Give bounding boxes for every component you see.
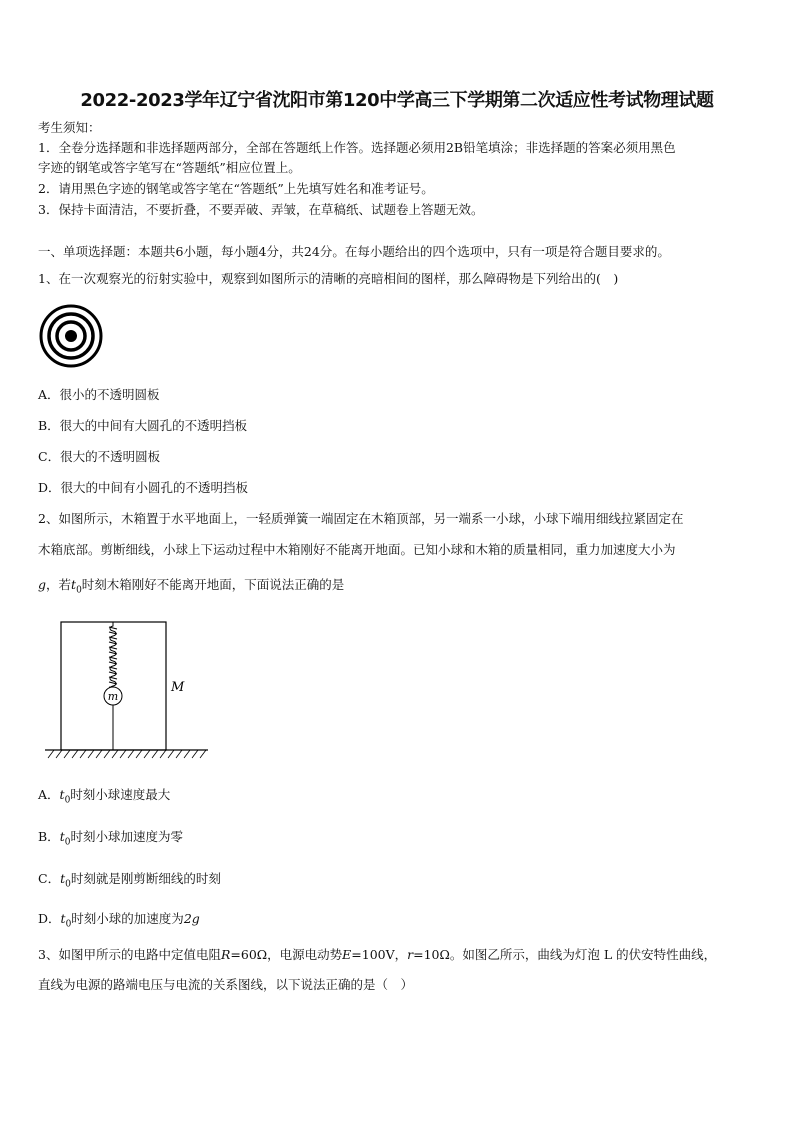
q2-stem-line3: g，若$t_0$时刻木箱刚好不能离开地面，下面说法正确的是 — [38, 577, 345, 596]
t0-symbol: t — [71, 577, 77, 592]
page-title: 2022-2023学年辽宁省沈阳市第120中学高三下学期第二次适应性考试物理试题 — [80, 90, 714, 111]
q2-option-b[interactable]: B．$t_0$时刻小球加速度为零 — [38, 829, 183, 848]
ground-hatching — [48, 750, 206, 758]
q3-stem-line2: 直线为电源的路端电压与电流的关系图线，以下说法正确的是（ ） — [38, 977, 414, 992]
notice-item-2: 2．请用黑色字迹的钢笔或答字笔在“答题纸”上先填写姓名和准考证号。 — [38, 181, 434, 196]
q2-option-d[interactable]: D．$t_0$时刻小球的加速度为2g — [38, 911, 200, 930]
ball-label: m — [107, 690, 119, 703]
q2-option-c[interactable]: C．$t_0$时刻就是刚剪断细线的时刻 — [38, 871, 221, 890]
q2-stem-line2: 木箱底部。剪断细线，小球上下运动过程中木箱刚好不能离开地面。已知小球和木箱的质量相同，重力加速度大小为 — [38, 542, 676, 557]
q1-option-b[interactable]: B．很大的中间有大圆孔的不透明挡板 — [38, 418, 248, 433]
spring-box-figure — [40, 615, 220, 765]
diffraction-pattern-figure — [38, 298, 104, 374]
notice-item-3: 3．保持卡面清洁，不要折叠，不要弄破、弄皱，在草稿纸、试题卷上答题无效。 — [38, 202, 484, 217]
q1-option-d[interactable]: D．很大的中间有小圆孔的不透明挡板 — [38, 480, 249, 495]
g-symbol: g — [38, 577, 47, 592]
notice-heading: 考生须知： — [38, 120, 101, 135]
q1-option-a[interactable]: A．很小的不透明圆板 — [38, 387, 160, 402]
section-heading: 一、单项选择题：本题共6小题，每小题4分，共24分。在每小题给出的四个选项中，只有一项是符合题目要求的。 — [38, 244, 670, 259]
q3-stem-line1: 3、如图甲所示的电路中定值电阻R=60Ω，电源电动势E=100V，r=10Ω。如图乙所示，曲线为灯泡 L 的伏安特性曲线， — [38, 947, 717, 962]
q2-stem-line1: 2、如图所示，木箱置于水平地面上，一轻质弹簧一端固定在木箱顶部，另一端系一小球，小球下端用细线拉紧固定在 — [38, 511, 684, 526]
q1-option-c[interactable]: C．很大的不透明圆板 — [38, 449, 161, 464]
answer-2g: 2g — [183, 911, 200, 926]
box-label: M — [171, 680, 185, 695]
q2-option-a[interactable]: A．$t_0$时刻小球速度最大 — [38, 787, 171, 806]
center-dot — [65, 330, 77, 342]
notice-item-1a: 1．全卷分选择题和非选择题两部分，全部在答题纸上作答。选择题必须用2B铅笔填涂；非选择题的答案必须用黑色 — [38, 140, 676, 155]
q1-stem: 1、在一次观察光的衍射实验中，观察到如图所示的清晰的亮暗相间的图样，那么障碍物是下列给出的( ) — [38, 271, 619, 286]
notice-item-1b: 字迹的钢笔或答字笔写在“答题纸”相应位置上。 — [38, 160, 301, 175]
